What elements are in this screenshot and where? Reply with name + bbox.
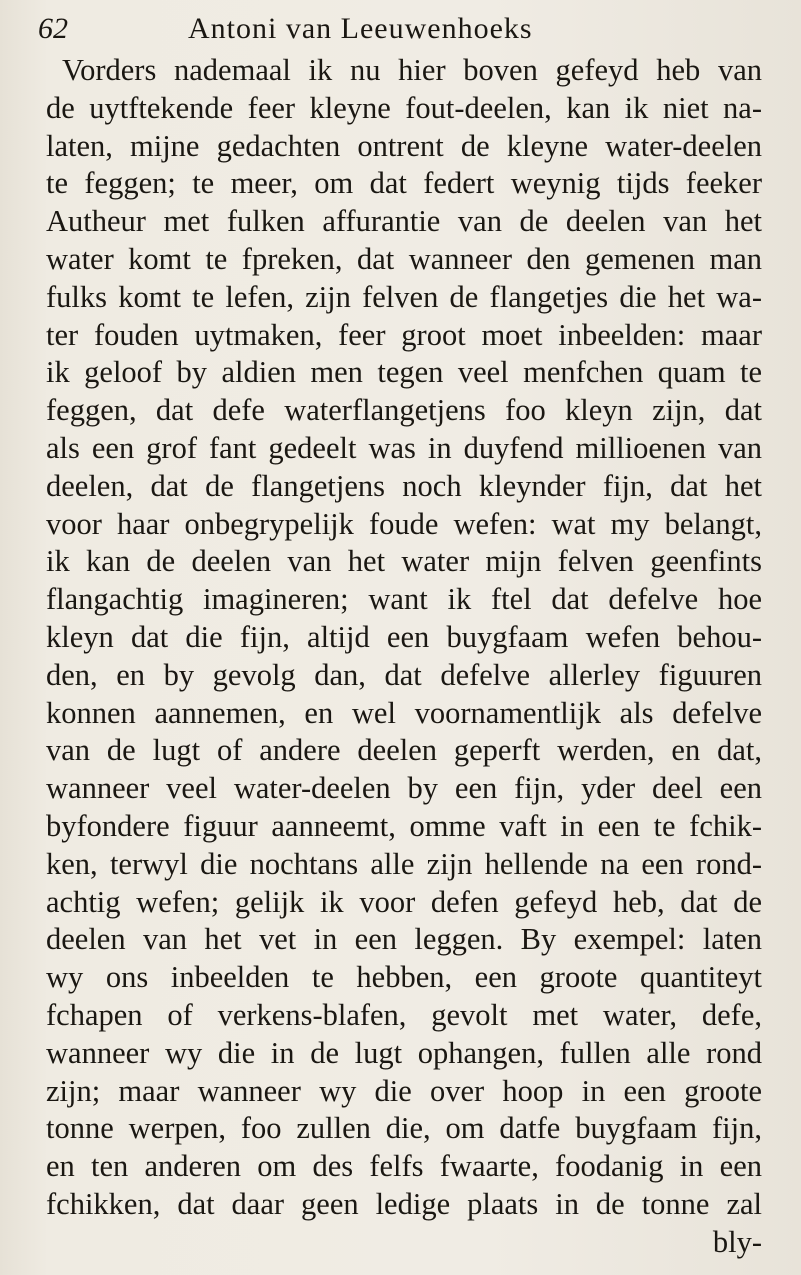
text-line: als een grof fant gedeelt was in duyfend millioenen van bbox=[46, 430, 762, 465]
text-line: de uytftekende feer kleyne fout-deelen, kan ik niet na- bbox=[46, 90, 762, 125]
text-line: wanneer wy die in de lugt ophangen, fullen alle rond bbox=[46, 1035, 762, 1070]
text-line: te feggen; te meer, om dat federt weynig tijds feeker bbox=[46, 166, 762, 201]
text-line: zijn; maar wanneer wy die over hoop in een groote bbox=[46, 1073, 762, 1108]
text-line: en ten anderen om des felfs fwaarte, foodanig in een bbox=[46, 1149, 762, 1184]
text-line: flangachtig imagineren; want ik ftel dat defelve hoe bbox=[46, 582, 762, 617]
text-line: fchikken, dat daar geen ledige plaats in de tonne zal bbox=[46, 1186, 762, 1221]
text-line: byfondere figuur aanneemt, omme vaft in een te fchik- bbox=[46, 808, 762, 843]
text-line: wanneer veel water-deelen by een fijn, yder deel een bbox=[46, 771, 762, 806]
text-line: voor haar onbegrypelijk foude wefen: wat my belangt, bbox=[46, 506, 762, 541]
text-line: wy ons inbeelden te hebben, een groote quantiteyt bbox=[46, 960, 762, 995]
text-line: ken, terwyl die nochtans alle zijn hellende na een rond- bbox=[46, 846, 762, 881]
text-line: fchapen of verkens-blafen, gevolt met water, defe, bbox=[46, 997, 762, 1032]
text-line: ik geloof by aldien men tegen veel menfchen quam te bbox=[46, 355, 762, 390]
catchword: bly- bbox=[712, 1224, 762, 1259]
text-line: Autheur met fulken affurantie van de deelen van het bbox=[46, 204, 762, 239]
text-line: achtig wefen; gelijk ik voor defen gefeyd heb, dat de bbox=[46, 884, 762, 919]
text-line: Vorders nademaal ik nu hier boven gefeyd heb van bbox=[62, 53, 762, 87]
text-line: van de lugt of andere deelen geperft werden, en dat, bbox=[46, 733, 762, 768]
text-line: kleyn dat die fijn, altijd een buygfaam wefen behou- bbox=[46, 619, 762, 654]
text-line: tonne werpen, foo zullen die, om datfe buygfaam fijn, bbox=[46, 1111, 762, 1146]
running-head: Antoni van Leeuwenhoeks bbox=[188, 12, 533, 45]
text-line: ik kan de deelen van het water mijn felven geenfints bbox=[46, 544, 762, 579]
text-line: deelen, dat de flangetjens noch kleynder fijn, dat het bbox=[46, 468, 762, 503]
text-line: deelen van het vet in een leggen. By exempel: laten bbox=[46, 922, 762, 957]
page-number: 62 bbox=[38, 12, 68, 45]
text-line: fulks komt te lefen, zijn felven de flangetjes die het wa- bbox=[46, 279, 762, 314]
text-line: den, en by gevolg dan, dat defelve allerley figuuren bbox=[46, 657, 762, 692]
page-header bbox=[38, 8, 771, 48]
text-line: water komt te fpreken, dat wanneer den gemenen man bbox=[46, 241, 762, 276]
text-line: feggen, dat defe waterflangetjens foo kleyn zijn, dat bbox=[46, 393, 762, 428]
text-line: ter fouden uytmaken, feer groot moet inbeelden: maar bbox=[46, 317, 762, 352]
body-text bbox=[46, 52, 762, 1262]
text-line: konnen aannemen, en wel voornamentlijk als defelve bbox=[46, 695, 762, 730]
text-line: laten, mijne gedachten ontrent de kleyne water-deelen bbox=[46, 128, 762, 163]
